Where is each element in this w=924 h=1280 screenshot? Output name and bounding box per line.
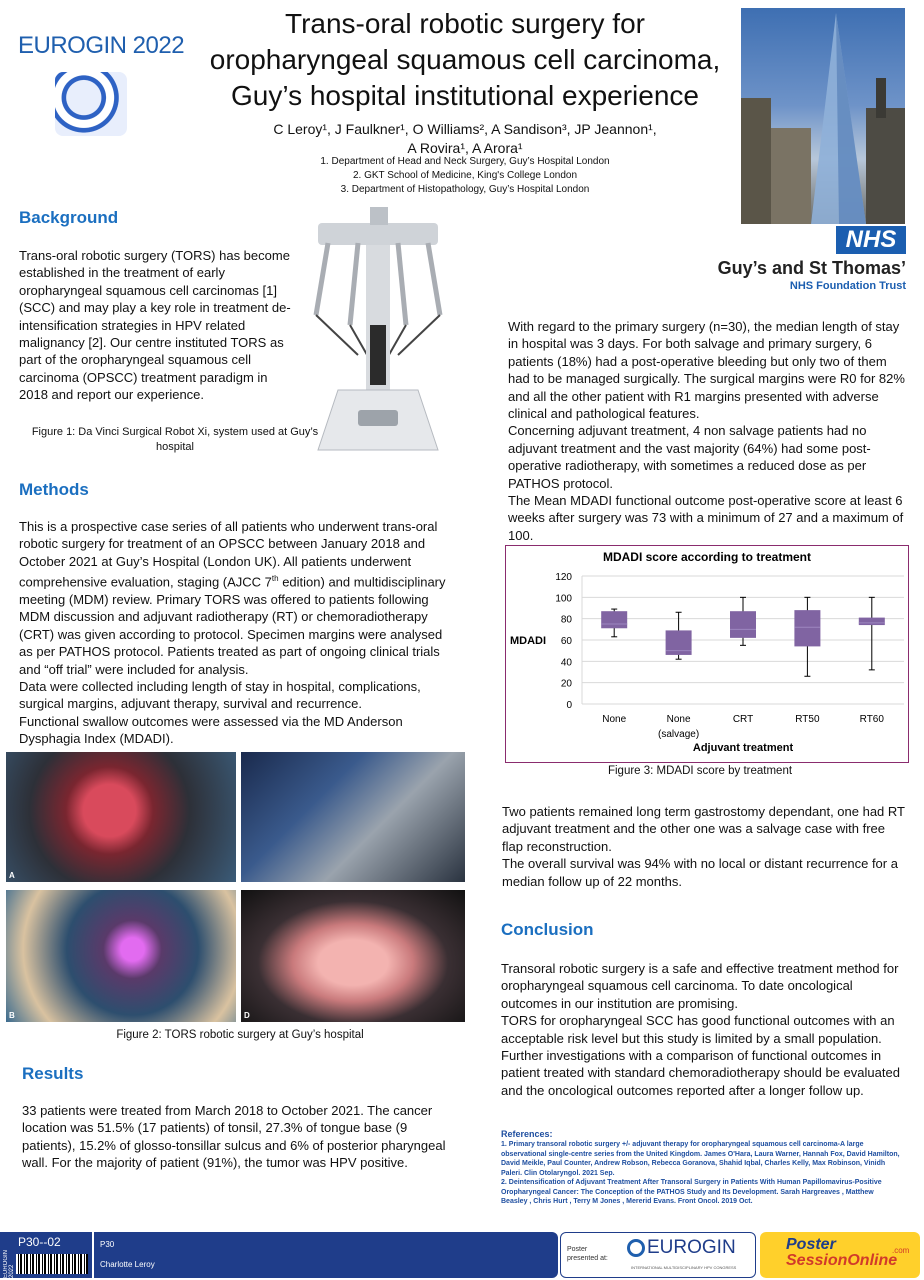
y-tick-label: 20 xyxy=(560,678,572,690)
chart-title: MDADI score according to treatment xyxy=(602,550,812,564)
methods-heading: Methods xyxy=(19,480,89,499)
x-axis-label: Adjuvant treatment xyxy=(692,742,794,754)
results-heading: Results xyxy=(22,1064,84,1083)
mdadi-chart xyxy=(505,545,909,763)
nhs-logo: NHS xyxy=(836,226,906,254)
x-tick-label: (salvage) xyxy=(658,729,700,740)
results-after-text: Two patients remained long term gastrostomy dependant, one had RT adjuvant treatment and the other one was a salvage case with free flap reconstruction. The overall survival was 94% with no local or distant recurrence for a median follow up of 22 months. xyxy=(502,804,905,889)
figure3-caption: Figure 3: MDADI score by treatment xyxy=(607,765,793,777)
presenter-panel xyxy=(94,1232,558,1278)
author-list: C Leroy¹, J Faulkner¹, O Williams², A Sandison³, JP Jeannon¹, A Rovira¹, A Arora¹ xyxy=(273,121,657,156)
background-heading: Background xyxy=(19,208,119,227)
poster-title: Trans-oral robotic surgery for oropharyngeal squamous cell carcinoma, Guy’s hospital institutional experience xyxy=(209,8,721,111)
poster-id-panel xyxy=(0,1232,92,1278)
eurogin-emblem-icon xyxy=(55,72,127,136)
poster-id: P30--02 xyxy=(18,1235,61,1249)
da-vinci-robot-image xyxy=(308,205,448,460)
box-0 xyxy=(601,611,627,628)
figure1-caption: Figure 1: Da Vinci Surgical Robot Xi, system used at Guy’s hospital xyxy=(31,426,319,453)
surgery-screen-photo-d: D xyxy=(241,890,465,1022)
poster-code: P30 xyxy=(100,1240,115,1249)
reference-item: 1. Primary transoral robotic surgery +/- adjuvant therapy for oropharyngeal squamous cell carcinoma-A large observational single-centre series from the United Kingdom. James O'Hara, Laura Warner, Hannah Fox, David Hamilton, David Meikle, Paul Counter, Andrew Robson, Rebecca Goranova, Shahid Iqbal, Charles Kelly, Max Robinson, Vinidh Paleri. Clin Otolaryngol. 2021 Sep. xyxy=(501,1141,900,1177)
trust-subtitle: NHS Foundation Trust xyxy=(789,280,906,292)
affiliations: 1. Department of Head and Neck Surgery, Guy’s Hospital London 2. GKT School of Medicine, King's College London 3. Department of Histopathology, Guy’s Hospital London xyxy=(320,156,610,195)
surgery-photo-b: B xyxy=(6,890,236,1022)
side-label: EUROGIN 2022 xyxy=(3,1249,15,1278)
y-axis-label: MDADI xyxy=(510,635,547,647)
x-tick-label: RT50 xyxy=(795,714,820,725)
x-tick-label: None xyxy=(602,714,627,725)
box-4 xyxy=(859,618,885,625)
y-tick-label: 80 xyxy=(560,614,572,626)
x-tick-label: RT60 xyxy=(859,714,884,725)
box-2 xyxy=(730,611,756,638)
conclusion-text: Transoral robotic surgery is a safe and effective treatment method for oropharyngeal squamous cell carcinoma. To date oncological outcomes in our institution are promising. TORS for oropharyngeal SCC has good functional outcomes with an acceptable risk level but this study is limited by a small population. Further investigations with a comparison of functional outcomes in patient treated with standard chemoradiotherapy should be evaluated and the oncological outcomes reported after a longer follow up. xyxy=(501,961,900,1098)
eurogin-footer-logo: EUROGIN xyxy=(647,1237,736,1258)
figure2-caption: Figure 2: TORS robotic surgery at Guy’s hospital xyxy=(116,1029,364,1041)
x-tick-label: None xyxy=(666,714,691,725)
poster-session-online-logo[interactable]: Poster SessionOnline .com xyxy=(760,1232,920,1278)
eurogin-logo: EUROGIN 2022 xyxy=(18,32,185,59)
y-tick-label: 0 xyxy=(566,700,572,711)
methods-text: This is a prospective case series of all patients who underwent trans-oral robotic surgery for treatment of an OPSCC between January 2018 and October 2021 at Guy’s Hospital (London UK). All patients underwent comprehensive evaluation, staging (AJCC 7th edition) and multidisciplinary meeting (MDM) review. Primary TORS was offered to patients following MDM discussion and adjuvant radiotherapy (RT) or chemoradiotherapy (CRT) was given according to protocol. Specimen margins were analysed as per PATHOS protocol. Patients treated as part of ongoing clinical trials and “off trial” were included for analysis. Data were collected including length of stay in hospital, complications, surgical margins, adjuvant therapy, survival and recurrence. Functional swallow outcomes were assessed via the MD Anderson Dysphagia Index (MDADI). xyxy=(19,519,446,747)
results-text: 33 patients were treated from March 2018 to October 2021. The cancer location was 51.5% (17 patients) of tonsil, 27.3% of tongue base (9 patients), 15.2% of glosso-tonsillar sulcus and 6% of posterior pharyngeal wall. For the majority of patient (91%), the tumor was HPV positive. xyxy=(22,1103,446,1171)
presented-at-panel: Poster presented at: EUROGIN INTERNATIONAL MULTIDISCIPLINARY HPV CONGRESS xyxy=(560,1232,756,1278)
y-tick-label: 100 xyxy=(555,593,572,605)
barcode-icon xyxy=(16,1254,88,1274)
eurogin-footer-icon xyxy=(627,1239,645,1257)
conclusion-heading: Conclusion xyxy=(501,920,594,939)
background-text: Trans-oral robotic surgery (TORS) has become established in the treatment of early oropharyngeal squamous cell carcinomas [1] (SCC) and may play a key role in treatment de-intensification strategies in HPV related malignancy [2]. Our centre instituted TORS as part of the oropharyngeal squamous cell carcinoma (OPSCC) treatment paradigm in 2018 and report our experience. xyxy=(19,248,291,403)
reference-item: 2. Deintensification of Adjuvant Treatment After Transoral Surgery in Patients With Human Papillomavirus-Positive Oropharyngeal Cancer: The Conception of the PATHOS Study and Its Development. Sarah Hargreaves , Matthew Beasley , Chris Hurt , Terry M Jones , Mererid Evans. Front Oncol. 2019 Oct. xyxy=(501,1179,882,1205)
surgery-photo-a: A xyxy=(6,752,236,882)
y-tick-label: 120 xyxy=(555,572,572,583)
trust-name: Guy’s and St Thomas’ xyxy=(717,258,906,278)
surgeon-console-photo xyxy=(241,752,465,882)
box-1 xyxy=(666,630,692,655)
x-tick-label: CRT xyxy=(732,714,754,725)
y-tick-label: 40 xyxy=(560,657,572,669)
box-3 xyxy=(794,610,820,646)
y-tick-label: 60 xyxy=(560,636,572,647)
references: References: 1. Primary transoral robotic surgery +/- adjuvant therapy for oropharyngeal squamous cell carcinoma-A large observational single-centre series from the United Kingdom. James O'Hara, Laura Warner, Hannah Fox, David Hamilton, David Meikle, Paul Counter, Andrew Robson, Rebecca Goranova, Shahid Iqbal, Charles Kelly, Max Robinson, Vinidh Paleri. Clin Otolaryngol. 2021 Sep. 2. Deintensification of Adjuvant Treatment After Transoral Surgery in Patients With Human Papillomavirus-Positive Oropharyngeal Cancer: The Conception of the PATHOS Study and Its Development. Sarah Hargreaves , Matthew Beasley , Chris Hurt , Terry M Jones , Mererid Evans. Front Oncol. 2019 Oct. xyxy=(501,1129,900,1205)
shard-building-photo xyxy=(741,8,905,224)
presenter-name: Charlotte Leroy xyxy=(100,1260,155,1269)
results-right-text: With regard to the primary surgery (n=30), the median length of stay in hospital was 3 days. For both salvage and primary surgery, 6 patients (18%) had a post-operative bleeding but only two of them had to be managed surgically. The surgical margins were R0 for 82% and all the other patient with R1 margins presented with adverse clinical and pathological features. Concerning adjuvant treatment, 4 non salvage patients had no adjuvant treatment and the vast majority (64%) had some post-operative radiotherapy, with sometimes a reduced dose as per PATHOS protocol. The Mean MDADI functional outcome post-operative score at least 6 weeks after surgery was 73 with a minimum of 27 and a maximum of 100. xyxy=(508,319,905,543)
